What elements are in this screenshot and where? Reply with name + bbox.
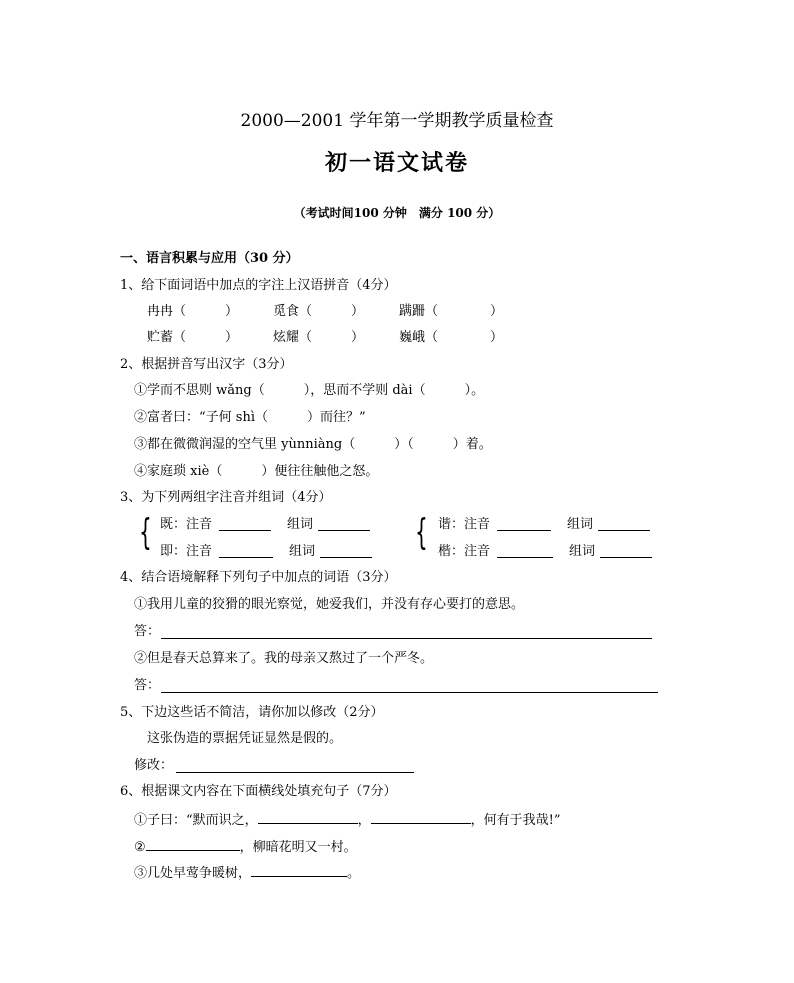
q6-text: ①子曰：“默而识之， — [134, 813, 258, 828]
left-brace: { — [415, 512, 428, 553]
q1-item: 贮蓄（ ） — [147, 330, 239, 345]
q6-text: ② — [134, 840, 146, 855]
answer-blank[interactable] — [600, 557, 652, 558]
q3-label: 组词 — [289, 544, 316, 559]
answer-blank[interactable] — [219, 530, 271, 531]
q2-line: ①学而不思则 wǎng（ ），思而不学则 dài（ ）。 — [134, 383, 485, 398]
q2-line: ④家庭琐 xiè（ ）便往往触他之怒。 — [134, 464, 379, 479]
answer-blank[interactable] — [497, 557, 553, 558]
q3-label: 组词 — [287, 517, 314, 532]
q3-label: 组词 — [567, 517, 594, 532]
semester-title: 2000—2001 学年第一学期教学质量检查 — [240, 111, 554, 131]
q1-item: 冉冉（ ） — [147, 304, 239, 319]
q6-line — [134, 864, 360, 882]
q6-text: ，柳暗花明又一村。 — [239, 840, 357, 855]
q5-prompt: 5、下边这些话不简洁，请你加以修改（2分） — [120, 705, 384, 720]
answer-line[interactable] — [161, 692, 658, 693]
q1-item: 蹒跚（ ） — [399, 304, 504, 319]
answer-line[interactable] — [161, 638, 652, 639]
fill-blank[interactable] — [371, 811, 471, 824]
q6-text: ，何有于我哉!” — [470, 813, 561, 828]
q2-line: ③都在微微润湿的空气里 yùnniàng（ ）（ ）着。 — [134, 437, 492, 452]
q1-prompt: 1、给下面词语中加点的字注上汉语拼音（4分） — [120, 278, 397, 293]
q5-sentence: 这张伪造的票据凭证显然是假的。 — [147, 731, 343, 746]
section-heading: 一、语言积累与应用（30 分） — [120, 251, 299, 266]
q3-label: 谐：注音 — [438, 517, 491, 532]
q1-item: 炫耀（ ） — [273, 330, 365, 345]
answer-line[interactable] — [176, 772, 414, 773]
q6-text: 。 — [347, 866, 361, 881]
q6-prompt: 6、根据课文内容在下面横线处填充句子（7分） — [120, 784, 397, 799]
answer-label: 答： — [134, 624, 161, 639]
q6-line — [134, 838, 357, 856]
q3-prompt: 3、为下列两组字注音并组词（4分） — [120, 490, 332, 505]
fill-blank[interactable] — [258, 811, 358, 824]
fill-blank[interactable] — [251, 864, 347, 877]
q3-label: 楷：注音 — [438, 544, 491, 559]
answer-blank[interactable] — [497, 530, 551, 531]
q3-label: 即：注音 — [160, 544, 213, 559]
q2-line: ②富者曰：“子何 shì（ ）而往？” — [134, 410, 366, 425]
q6-line — [134, 811, 561, 829]
exam-title: 初一语文试卷 — [324, 150, 469, 176]
fill-blank[interactable] — [146, 838, 240, 851]
answer-blank[interactable] — [598, 530, 650, 531]
q4-sentence: ②但是春天总算来了。我的母亲又熬过了一个严冬。 — [134, 651, 434, 666]
q4-prompt: 4、结合语境解释下列句子中加点的词语（3分） — [120, 570, 397, 585]
exam-info: （考试时间100 分钟 满分 100 分） — [293, 206, 501, 220]
q6-text: ， — [357, 813, 371, 828]
q1-item: 觅食（ ） — [273, 304, 365, 319]
answer-blank[interactable] — [318, 530, 370, 531]
q3-label: 组词 — [569, 544, 596, 559]
q1-item: 巍峨（ ） — [399, 330, 504, 345]
answer-label: 答： — [134, 678, 161, 693]
q4-sentence: ①我用儿童的狡猾的眼光察觉，她爱我们，并没有存心要打的意思。 — [134, 597, 525, 612]
q6-text: ③几处早莺争暖树， — [134, 866, 252, 881]
fix-label: 修改： — [134, 758, 174, 773]
answer-blank[interactable] — [320, 557, 372, 558]
q2-prompt: 2、根据拼音写出汉字（3分） — [120, 357, 293, 372]
answer-blank[interactable] — [219, 557, 273, 558]
q3-label: 既：注音 — [160, 517, 213, 532]
left-brace: { — [139, 512, 152, 553]
